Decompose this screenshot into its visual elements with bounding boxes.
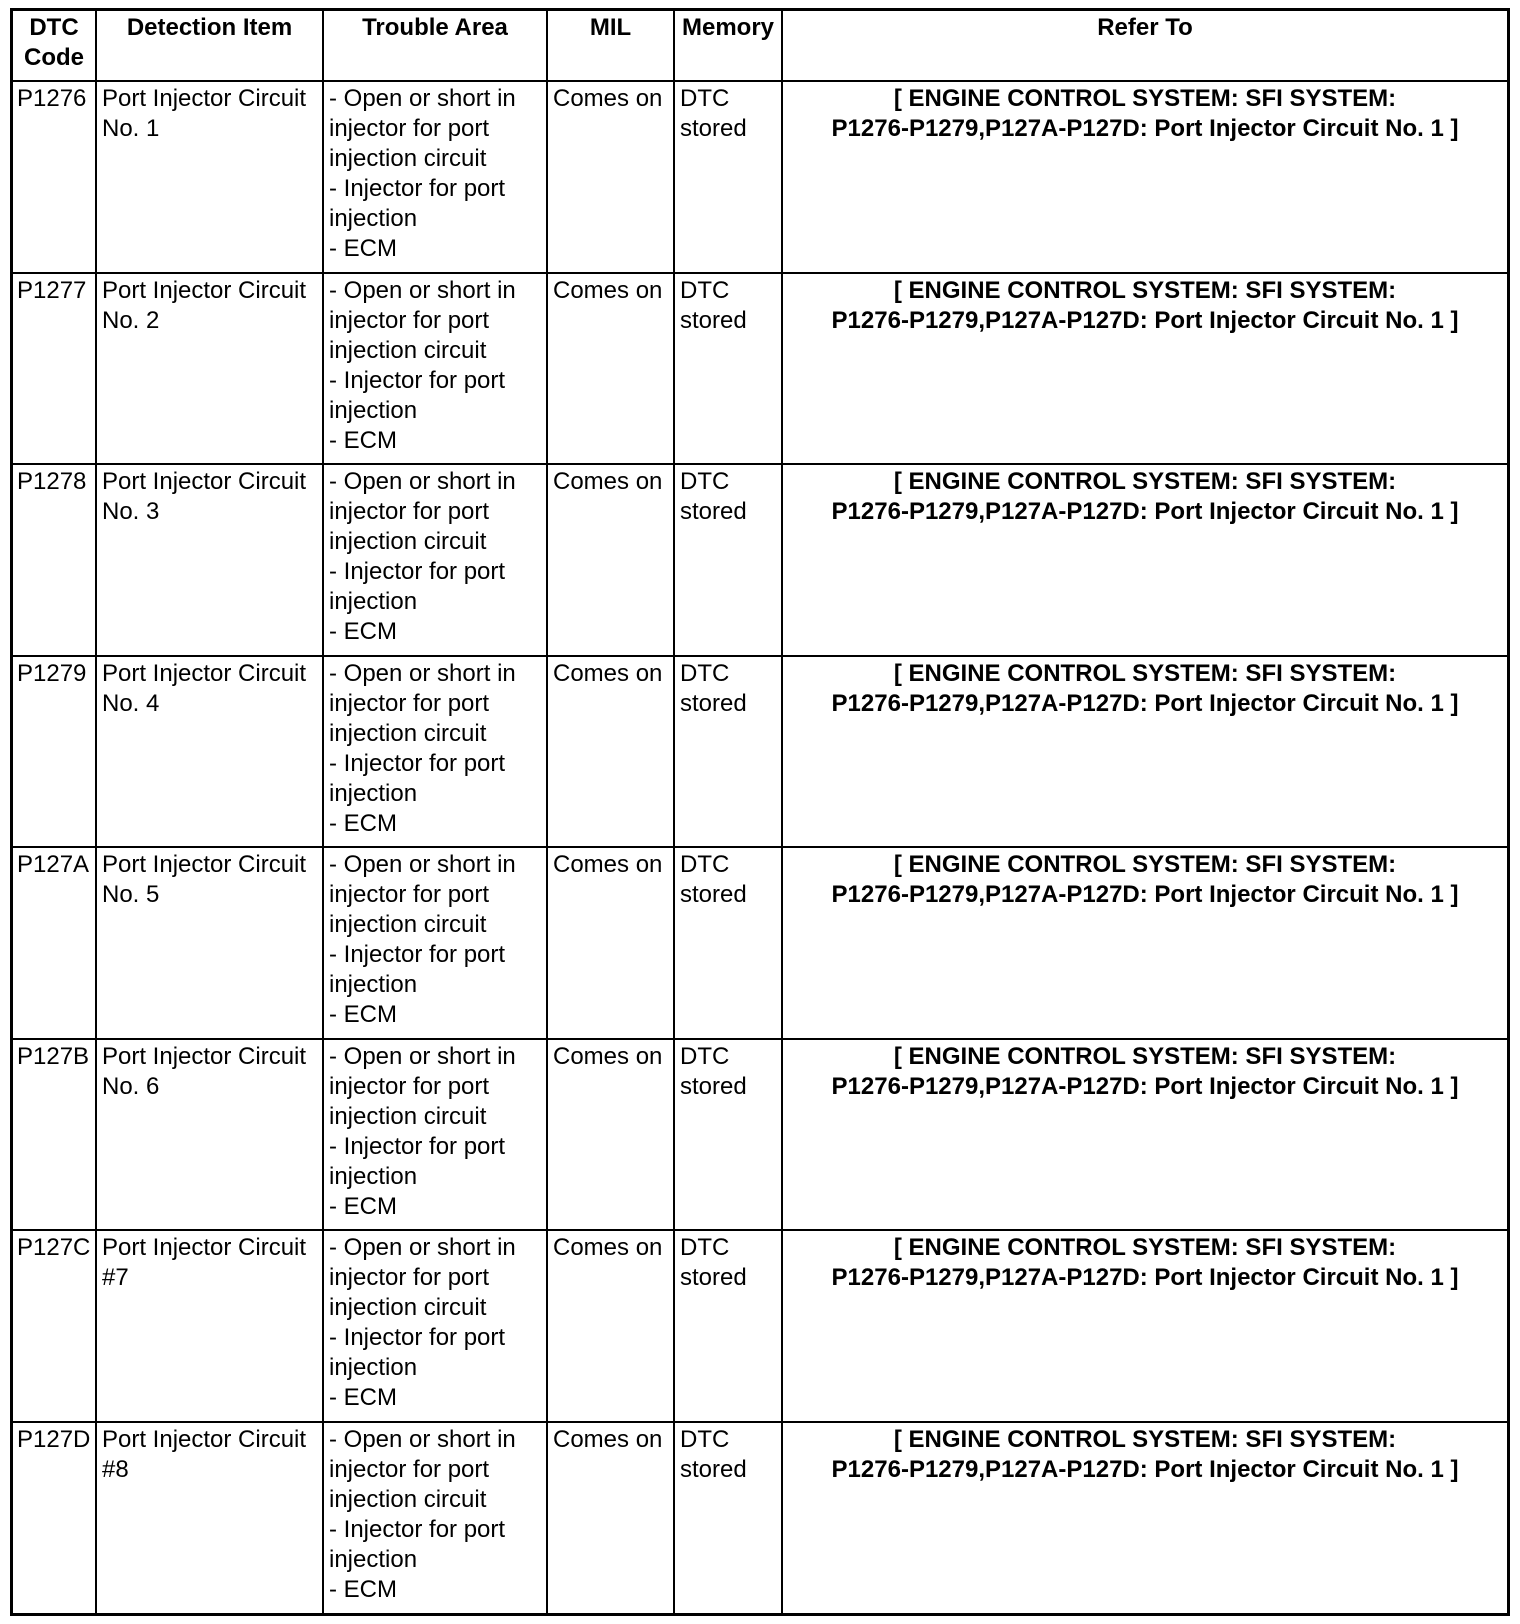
trouble-area-cell-line: injector for port (329, 306, 490, 334)
refer-to-cell-line: P1276-P1279,P127A-P127D: Port Injector Circuit No. 1 ] (831, 1264, 1459, 1291)
detection-item-cell (96, 847, 323, 1039)
memory-cell-line: DTC (680, 1234, 730, 1261)
memory-cell (674, 656, 782, 848)
header-refer-to: Refer To (782, 11, 1507, 81)
detection-item-cell-line: Port Injector Circuit (102, 659, 307, 687)
memory-cell (674, 1230, 782, 1422)
memory-cell-line: DTC (680, 1425, 730, 1453)
trouble-area-cell-line: injector for port (329, 498, 490, 525)
trouble-area-cell-line: - ECM (329, 1001, 397, 1028)
trouble-area-cell-line: - Open or short in (329, 851, 516, 878)
trouble-area-cell-line: injection (329, 971, 418, 998)
trouble-area-cell-line: injection circuit (329, 336, 487, 364)
trouble-area-cell-line: injection (329, 1545, 418, 1573)
memory-cell-line: DTC (680, 1042, 730, 1070)
mil-cell: Comes on (547, 273, 674, 465)
detection-item-cell (96, 1230, 323, 1422)
refer-to-cell (782, 464, 1507, 656)
trouble-area-cell (323, 1422, 547, 1614)
detection-item-cell-line: #7 (102, 1264, 129, 1291)
trouble-area-cell-line: injection (329, 396, 418, 424)
trouble-area-cell-line: - Open or short in (329, 1234, 516, 1261)
trouble-area-cell-line: - Open or short in (329, 1425, 516, 1453)
memory-cell (674, 1039, 782, 1231)
refer-to-cell-line: P1276-P1279,P127A-P127D: Port Injector Circuit No. 1 ] (831, 115, 1459, 142)
trouble-area-cell (323, 81, 547, 273)
trouble-area-cell-line: - ECM (329, 809, 397, 837)
trouble-area-cell-line: - ECM (329, 426, 397, 454)
trouble-area-cell-line: injector for port (329, 881, 490, 908)
trouble-area-cell-line: - Injector for port (329, 175, 506, 202)
trouble-area-cell-line: - Open or short in (329, 276, 516, 304)
trouble-area-cell-line: injector for port (329, 1264, 490, 1291)
mil-cell: Comes on (547, 464, 674, 656)
refer-to-cell (782, 656, 1507, 848)
trouble-area-cell-line: injection (329, 205, 418, 232)
trouble-area-cell (323, 1230, 547, 1422)
detection-item-cell (96, 656, 323, 848)
trouble-area-cell-line: injector for port (329, 1072, 490, 1100)
refer-to-cell (782, 273, 1507, 465)
dtc-code-cell: P1279 (13, 656, 96, 848)
mil-cell: Comes on (547, 1039, 674, 1231)
detection-item-cell-line: Port Injector Circuit (102, 1042, 307, 1070)
memory-cell (674, 273, 782, 465)
detection-item-cell-line: Port Injector Circuit (102, 1234, 307, 1261)
trouble-area-cell-line: injection (329, 1354, 418, 1381)
table-row (13, 1230, 1507, 1422)
header-dtc-code-line: DTC (29, 14, 79, 41)
table-row (13, 273, 1507, 465)
header-detection-item: Detection Item (96, 11, 323, 81)
detection-item-cell (96, 1422, 323, 1614)
table-row (13, 464, 1507, 656)
detection-item-cell-line: #8 (102, 1455, 129, 1483)
memory-cell-line: DTC (680, 276, 730, 304)
table-row (13, 847, 1507, 1039)
trouble-area-cell-line: - Injector for port (329, 558, 506, 585)
trouble-area-cell-line: - Open or short in (329, 468, 516, 495)
refer-to-cell-line: [ ENGINE CONTROL SYSTEM: SFI SYSTEM: (893, 468, 1397, 495)
trouble-area-cell-line: - Open or short in (329, 659, 516, 687)
trouble-area-cell-line: injection circuit (329, 1485, 487, 1513)
refer-to-cell-line: [ ENGINE CONTROL SYSTEM: SFI SYSTEM: (893, 659, 1397, 687)
trouble-area-cell (323, 656, 547, 848)
trouble-area-cell-line: injection circuit (329, 1102, 487, 1130)
memory-cell-line: stored (680, 881, 747, 908)
refer-to-cell-line: [ ENGINE CONTROL SYSTEM: SFI SYSTEM: (893, 85, 1397, 112)
header-mil: MIL (547, 11, 674, 81)
trouble-area-cell-line: - Open or short in (329, 1042, 516, 1070)
refer-to-cell (782, 1230, 1507, 1422)
trouble-area-cell-line: - Injector for port (329, 749, 506, 777)
trouble-area-cell (323, 273, 547, 465)
detection-item-cell (96, 464, 323, 656)
detection-item-cell-line: Port Injector Circuit (102, 468, 307, 495)
mil-cell: Comes on (547, 847, 674, 1039)
memory-cell (674, 464, 782, 656)
trouble-area-cell-line: injection (329, 588, 418, 615)
refer-to-cell (782, 81, 1507, 273)
trouble-area-cell-line: - Injector for port (329, 941, 506, 968)
memory-cell-line: DTC (680, 659, 730, 687)
header-trouble-area: Trouble Area (323, 11, 547, 81)
refer-to-cell-line: P1276-P1279,P127A-P127D: Port Injector Circuit No. 1 ] (831, 881, 1459, 908)
trouble-area-cell-line: - ECM (329, 618, 397, 645)
trouble-area-cell-line: injector for port (329, 115, 490, 142)
dtc-code-cell: P1277 (13, 273, 96, 465)
trouble-area-cell-line: injector for port (329, 689, 490, 717)
table-row (13, 1422, 1507, 1614)
refer-to-cell (782, 1039, 1507, 1231)
memory-cell-line: stored (680, 689, 747, 717)
table-row (13, 656, 1507, 848)
dtc-code-cell: P1278 (13, 464, 96, 656)
dtc-code-cell: P127D (13, 1422, 96, 1614)
trouble-area-cell-line: injection circuit (329, 719, 487, 747)
mil-cell: Comes on (547, 81, 674, 273)
trouble-area-cell-line: - ECM (329, 235, 397, 262)
refer-to-cell (782, 1422, 1507, 1614)
refer-to-cell-line: P1276-P1279,P127A-P127D: Port Injector Circuit No. 1 ] (831, 306, 1459, 334)
detection-item-cell-line: No. 5 (102, 881, 160, 908)
trouble-area-cell-line: injection circuit (329, 528, 487, 555)
table-row (13, 81, 1507, 273)
trouble-area-cell-line: injection (329, 779, 418, 807)
dtc-code-cell: P127C (13, 1230, 96, 1422)
detection-item-cell-line: Port Injector Circuit (102, 851, 307, 878)
refer-to-cell-line: [ ENGINE CONTROL SYSTEM: SFI SYSTEM: (893, 1042, 1397, 1070)
refer-to-cell (782, 847, 1507, 1039)
detection-item-cell (96, 81, 323, 273)
memory-cell-line: stored (680, 498, 747, 525)
detection-item-cell-line: No. 2 (102, 306, 160, 334)
detection-item-cell-line: Port Injector Circuit (102, 276, 307, 304)
dtc-code-cell: P127B (13, 1039, 96, 1231)
trouble-area-cell-line: injection circuit (329, 911, 487, 938)
memory-cell-line: stored (680, 115, 747, 142)
memory-cell (674, 847, 782, 1039)
memory-cell-line: DTC (680, 851, 730, 878)
trouble-area-cell-line: - Injector for port (329, 366, 506, 394)
trouble-area-cell-line: - ECM (329, 1384, 397, 1411)
mil-cell: Comes on (547, 656, 674, 848)
table-header-row (13, 11, 1507, 81)
memory-cell-line: DTC (680, 85, 730, 112)
refer-to-cell-line: [ ENGINE CONTROL SYSTEM: SFI SYSTEM: (893, 1234, 1397, 1261)
detection-item-cell-line: No. 3 (102, 498, 160, 525)
mil-cell: Comes on (547, 1422, 674, 1614)
memory-cell-line: stored (680, 1264, 747, 1291)
header-memory: Memory (674, 11, 782, 81)
memory-cell-line: stored (680, 1072, 747, 1100)
trouble-area-cell (323, 847, 547, 1039)
table-row (13, 1039, 1507, 1231)
detection-item-cell (96, 273, 323, 465)
trouble-area-cell-line: injection circuit (329, 1294, 487, 1321)
refer-to-cell-line: [ ENGINE CONTROL SYSTEM: SFI SYSTEM: (893, 851, 1397, 878)
header-dtc-code (13, 11, 96, 81)
trouble-area-cell-line: injector for port (329, 1455, 490, 1483)
detection-item-cell-line: No. 4 (102, 689, 160, 717)
dtc-table (13, 11, 1507, 1613)
trouble-area-cell (323, 1039, 547, 1231)
refer-to-cell-line: P1276-P1279,P127A-P127D: Port Injector Circuit No. 1 ] (831, 689, 1459, 717)
memory-cell-line: stored (680, 1455, 747, 1483)
refer-to-cell-line: P1276-P1279,P127A-P127D: Port Injector Circuit No. 1 ] (831, 498, 1459, 525)
trouble-area-cell-line: - ECM (329, 1192, 397, 1220)
header-dtc-code-line: Code (24, 44, 84, 71)
trouble-area-cell-line: - Injector for port (329, 1324, 506, 1351)
refer-to-cell-line: [ ENGINE CONTROL SYSTEM: SFI SYSTEM: (893, 1425, 1397, 1453)
dtc-code-cell: P127A (13, 847, 96, 1039)
memory-cell-line: DTC (680, 468, 730, 495)
detection-item-cell-line: Port Injector Circuit (102, 1425, 307, 1453)
detection-item-cell-line: Port Injector Circuit (102, 85, 307, 112)
trouble-area-cell-line: - Open or short in (329, 85, 516, 112)
dtc-code-cell: P1276 (13, 81, 96, 273)
trouble-area-cell-line: injection (329, 1162, 418, 1190)
trouble-area-cell-line: - Injector for port (329, 1515, 506, 1543)
dtc-table-frame (10, 8, 1510, 1616)
refer-to-cell-line: [ ENGINE CONTROL SYSTEM: SFI SYSTEM: (893, 276, 1397, 304)
memory-cell (674, 81, 782, 273)
table-body (13, 81, 1507, 1613)
trouble-area-cell (323, 464, 547, 656)
refer-to-cell-line: P1276-P1279,P127A-P127D: Port Injector Circuit No. 1 ] (831, 1455, 1459, 1483)
refer-to-cell-line: P1276-P1279,P127A-P127D: Port Injector Circuit No. 1 ] (831, 1072, 1459, 1100)
mil-cell: Comes on (547, 1230, 674, 1422)
trouble-area-cell-line: injection circuit (329, 145, 487, 172)
detection-item-cell (96, 1039, 323, 1231)
trouble-area-cell-line: - Injector for port (329, 1132, 506, 1160)
detection-item-cell-line: No. 1 (102, 115, 160, 142)
memory-cell (674, 1422, 782, 1614)
detection-item-cell-line: No. 6 (102, 1072, 160, 1100)
trouble-area-cell-line: - ECM (329, 1575, 397, 1603)
memory-cell-line: stored (680, 306, 747, 334)
